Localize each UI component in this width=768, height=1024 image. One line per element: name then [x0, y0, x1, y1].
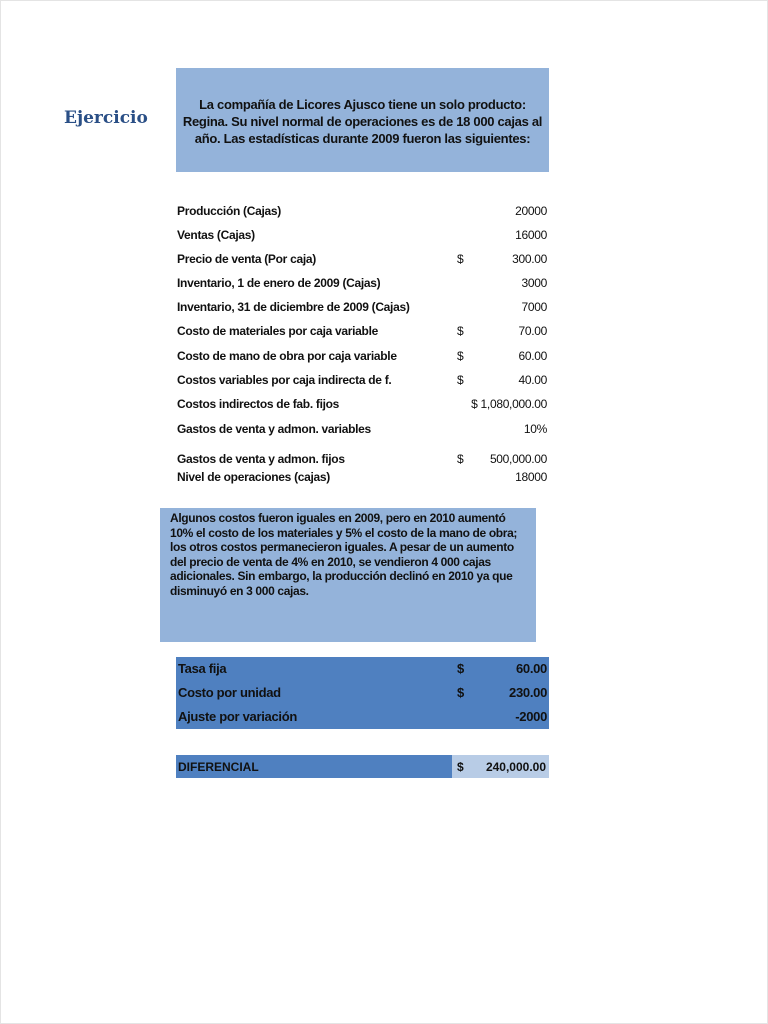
- row-value: 40.00: [518, 373, 547, 387]
- row-value: $ 1,080,000.00: [471, 397, 547, 411]
- row-value: 16000: [515, 228, 547, 242]
- summary-label: Ajuste por variación: [178, 709, 297, 724]
- table-row: [177, 395, 549, 415]
- table-row: [177, 468, 549, 488]
- row-currency: $: [457, 349, 464, 363]
- row-value: 18000: [515, 470, 547, 484]
- table-row: [177, 347, 549, 367]
- row-value: 60.00: [518, 349, 547, 363]
- row-currency: $: [457, 252, 464, 266]
- note-text: Algunos costos fueron iguales en 2009, pero en 2010 aumentó 10% el costo de los materiales y 5% el costo de la mano de obra; los otros costos permanecieron iguales. A pesar de un aumento del precio de venta de 4% en 2010, se vendieron 4 000 cajas adicionales. Sin embargo, la producción declinó en 2010 ya que disminuyó en 3 000 cajas.: [170, 511, 518, 598]
- row-label: Producción (Cajas): [177, 204, 281, 218]
- row-value: 70.00: [518, 324, 547, 338]
- row-currency: $: [457, 324, 464, 338]
- row-label: Costo de mano de obra por caja variable: [177, 349, 397, 363]
- row-value: 20000: [515, 204, 547, 218]
- summary-label: Tasa fija: [178, 661, 227, 676]
- table-row: [177, 371, 549, 391]
- summary-label: Costo por unidad: [178, 685, 281, 700]
- differential-value: 240,000.00: [485, 760, 546, 774]
- summary-row: [176, 681, 549, 705]
- summary-value: 60.00: [515, 661, 547, 676]
- table-row: [177, 226, 549, 246]
- row-value: 10%: [523, 422, 547, 436]
- row-value: 300.00: [512, 252, 547, 266]
- row-value: 3000: [521, 276, 547, 290]
- row-label: Precio de venta (Por caja): [177, 252, 316, 266]
- summary-row: [176, 705, 549, 729]
- table-row: [177, 274, 549, 294]
- page-title: Ejercicio: [64, 108, 148, 128]
- row-currency: $: [457, 452, 464, 466]
- summary-row: [176, 657, 549, 681]
- intro-text: La compañía de Licores Ajusco tiene un solo producto: Regina. Su nivel normal de operaciones es de 18 000 cajas al año. Las estadísticas durante 2009 fueron las siguientes:: [182, 97, 543, 146]
- row-value: 500,000.00: [489, 452, 547, 466]
- row-label: Costo de materiales por caja variable: [177, 324, 378, 338]
- row-label: Gastos de venta y admon. variables: [177, 422, 371, 436]
- row-label: Inventario, 1 de enero de 2009 (Cajas): [177, 276, 381, 290]
- summary-currency: $: [457, 661, 464, 676]
- table-row: [177, 450, 549, 470]
- differential-value-cell: [452, 755, 549, 778]
- row-label: Inventario, 31 de diciembre de 2009 (Cajas): [177, 300, 410, 314]
- intro-box: [176, 68, 549, 172]
- summary-table: [176, 657, 549, 729]
- summary-currency: $: [457, 685, 464, 700]
- row-label: Nivel de operaciones (cajas): [177, 470, 331, 484]
- row-value: 7000: [521, 300, 547, 314]
- row-label: Costos indirectos de fab. fijos: [177, 397, 340, 411]
- table-row: [177, 202, 549, 222]
- row-label: Gastos de venta y admon. fijos: [177, 452, 345, 466]
- row-label: Costos variables por caja indirecta de f.: [177, 373, 392, 387]
- table-row: [177, 298, 549, 318]
- table-row: [177, 250, 549, 270]
- differential-label: DIFERENCIAL: [176, 755, 452, 778]
- note-box: [160, 508, 536, 642]
- row-currency: $: [457, 373, 464, 387]
- summary-value: 230.00: [509, 685, 547, 700]
- differential-currency: $: [457, 760, 464, 774]
- table-row: [177, 420, 549, 440]
- table-row: [177, 322, 549, 342]
- summary-value: -2000: [515, 709, 547, 724]
- row-label: Ventas (Cajas): [177, 228, 255, 242]
